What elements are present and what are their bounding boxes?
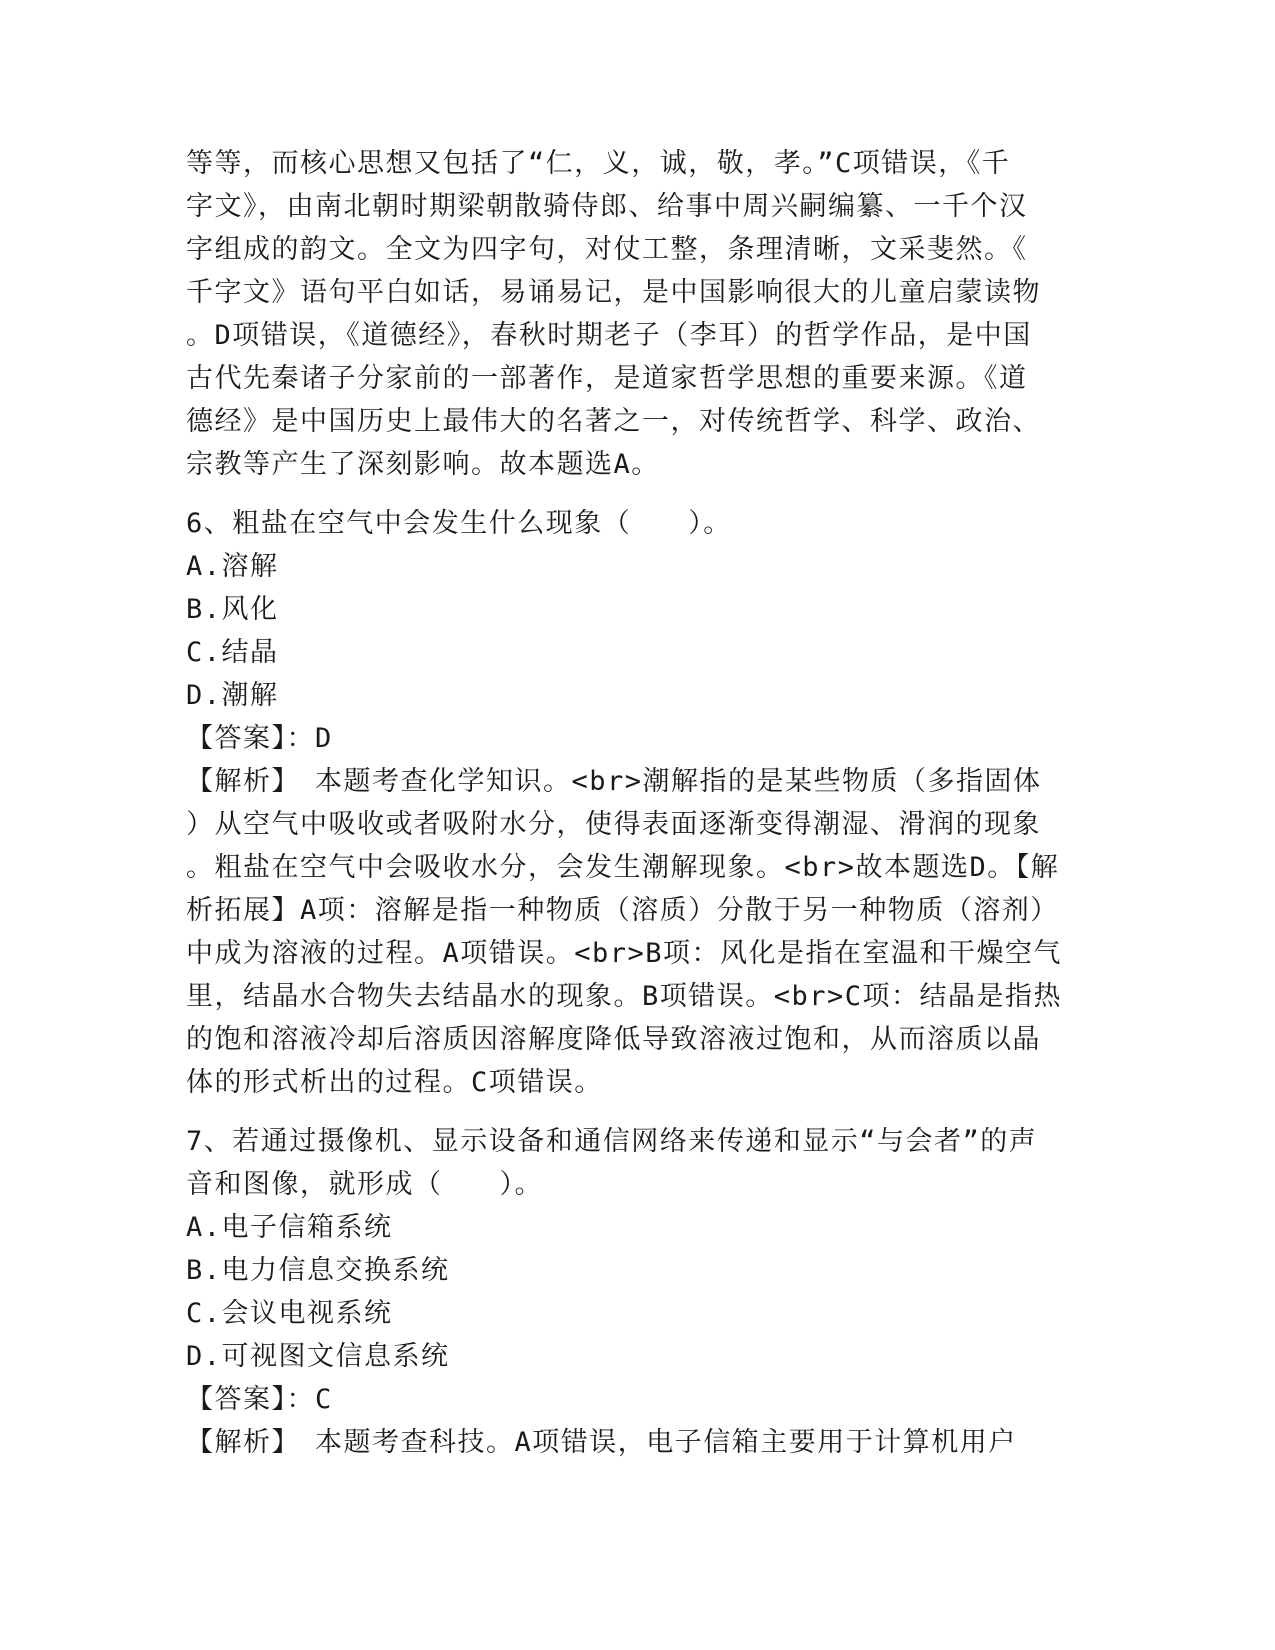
question-stem: 音和图像，就形成（ ）。	[186, 1169, 543, 1200]
explanation-line: 古代先秦诸子分家前的一部著作，是道家哲学思想的重要来源。《道	[186, 363, 1028, 394]
analysis-line: 的饱和溶液冷却后溶质因溶解度降低导致溶液过饱和，从而溶质以晶	[186, 1024, 1041, 1055]
explanation-line: 等等，而核心思想又包括了“仁，义，诚，敬，孝。”C项错误，《千	[186, 148, 1011, 179]
analysis-line: 【解析】 本题考查化学知识。<br>潮解指的是某些物质（多指固体	[186, 766, 1042, 797]
option-b: B.风化	[186, 594, 279, 625]
question-stem: 6、粗盐在空气中会发生什么现象（ ）。	[186, 508, 732, 539]
explanation-line: 字文》，由南北朝时期梁朝散骑侍郎、给事中周兴嗣编纂、一千个汉	[186, 191, 1028, 222]
analysis-line: 体的形式析出的过程。C项错误。	[186, 1067, 603, 1098]
answer-line: 【答案】：D	[186, 723, 333, 754]
analysis-line: 【解析】 本题考查科技。A项错误，电子信箱主要用于计算机用户	[186, 1427, 1017, 1458]
spacer	[186, 1104, 1086, 1120]
explanation-line: 宗教等产生了深刻影响。故本题选A。	[186, 449, 660, 480]
analysis-line: 中成为溶液的过程。A项错误。<br>B项：风化是指在室温和干燥空气	[186, 938, 1063, 969]
question-stem: 7、若通过摄像机、显示设备和通信网络来传递和显示“与会者”的声	[186, 1126, 1038, 1157]
option-a: A.溶解	[186, 551, 279, 582]
explanation-line: 德经》是中国历史上最伟大的名著之一，对传统哲学、科学、政治、	[186, 406, 1041, 437]
explanation-line: 字组成的韵文。全文为四字句，对仗工整，条理清晰，文采斐然。《	[186, 234, 1028, 265]
document-page	[186, 142, 1086, 1464]
option-c: C.结晶	[186, 637, 279, 668]
answer-line: 【答案】：C	[186, 1384, 333, 1415]
question-6	[186, 502, 1086, 1104]
option-a: A.电子信箱系统	[186, 1212, 393, 1243]
analysis-line: 。粗盐在空气中会吸收水分，会发生潮解现象。<br>故本题选D。【解	[186, 852, 1060, 883]
prev-explanation-block	[186, 142, 1086, 486]
explanation-line: 。D项错误，《道德经》，春秋时期老子（李耳）的哲学作品，是中国	[186, 320, 1032, 351]
analysis-line: 析拓展】A项：溶解是指一种物质（溶质）分散于另一种物质（溶剂）	[186, 895, 1059, 926]
option-b: B.电力信息交换系统	[186, 1255, 450, 1286]
spacer	[186, 486, 1086, 502]
question-7	[186, 1120, 1086, 1464]
analysis-line: ）从空气中吸收或者吸附水分，使得表面逐渐变得潮湿、滑润的现象	[186, 809, 1041, 840]
option-c: C.会议电视系统	[186, 1298, 393, 1329]
option-d: D.潮解	[186, 680, 279, 711]
explanation-line: 千字文》语句平白如话，易诵易记，是中国影响很大的儿童启蒙读物	[186, 277, 1041, 308]
option-d: D.可视图文信息系统	[186, 1341, 450, 1372]
analysis-line: 里，结晶水合物失去结晶水的现象。B项错误。<br>C项：结晶是指热	[186, 981, 1063, 1012]
